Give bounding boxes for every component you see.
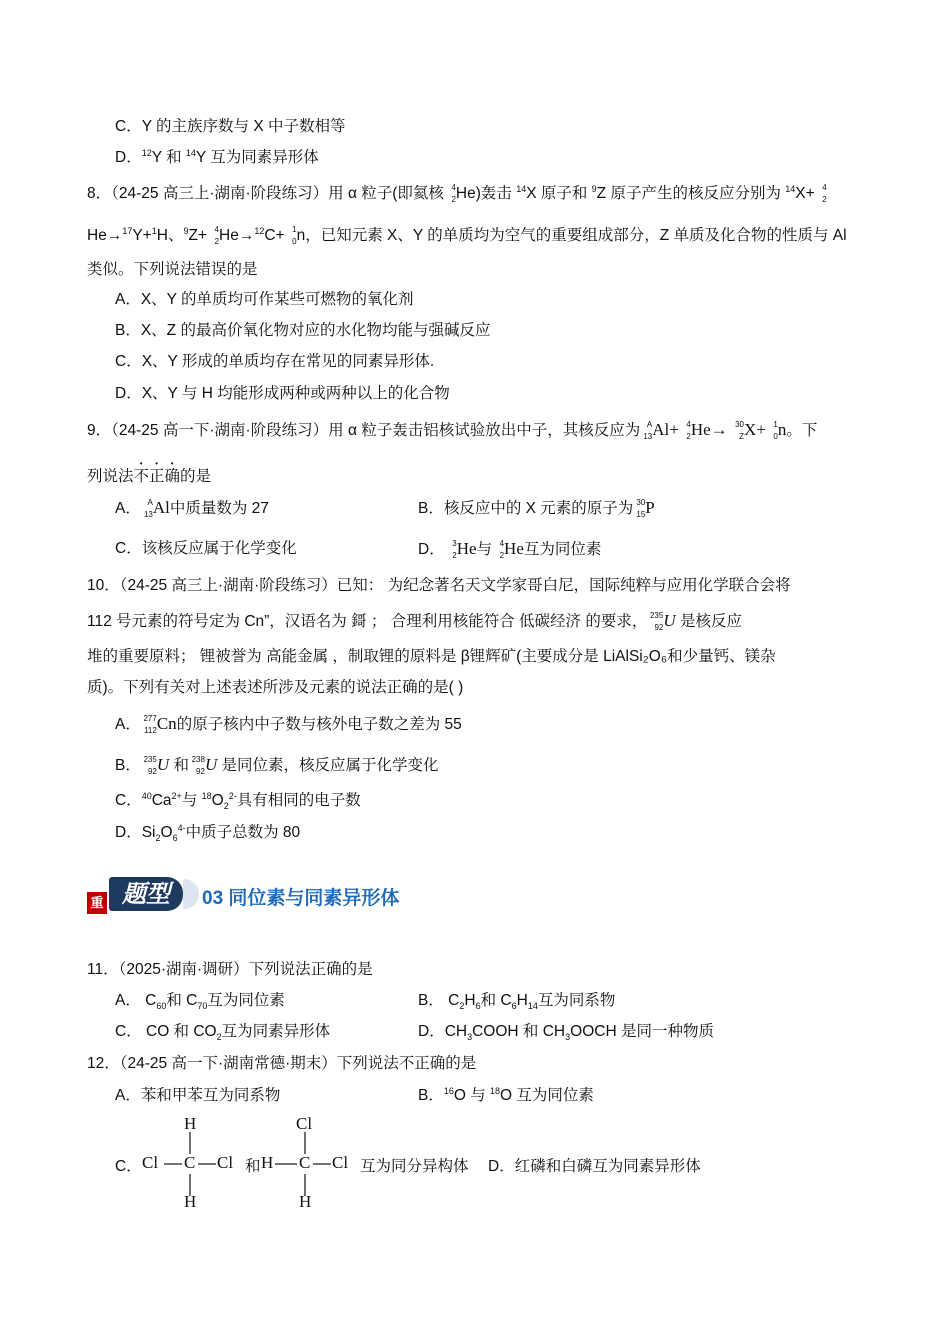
helium-isotope: 4 2 [451, 183, 456, 204]
q9-option-d-text: 与 [476, 541, 493, 558]
phosphorus-isotope: 30 15 [636, 497, 646, 519]
q8-text: He→ [87, 227, 123, 245]
q9-option-a-text: 中质量数为 27 [169, 500, 269, 517]
q12-option-b-text: O 与 [453, 1087, 491, 1104]
ion-charge: 2- [228, 790, 237, 801]
subscript: 2 [223, 801, 229, 812]
q11-option-a-text: 互为同位素 [207, 992, 285, 1009]
q9-option-b [418, 497, 655, 520]
q9-stem-line2 [87, 459, 211, 488]
subscript: 14 [527, 1001, 538, 1012]
structure-2-right-atom: Cl [332, 1153, 349, 1172]
q9-equation-text: He→ [690, 420, 728, 439]
q8-text: He→ [219, 227, 255, 245]
helium-3-isotope: 3 2 [452, 538, 457, 560]
q8-text: n，已知元素 X、Y 的单质均为空气的重要组成部分，Z 单质及化合物的性质与 Al [296, 227, 847, 245]
q8-option-d: D．X、Y 与 H 均能形成两种或两种以上的化合物 [115, 385, 450, 402]
q9-option-a-prefix: A． [115, 500, 141, 517]
q12-option-b-prefix: B． [418, 1087, 444, 1104]
q10-stem-line1: 10．（24-25 高三上·湖南·阶段练习）已知： 为纪念著名天文学家哥白尼，国际纯粹与应用化学联合会将 [87, 577, 791, 594]
q10-option-c-text: 与 [181, 792, 202, 809]
q8-text: X 原子和 [526, 185, 592, 203]
q10-stem-line4: 质)。下列有关对上述表述所涉及元素的说法正确的是( ) [87, 679, 464, 696]
q9-equation-text: X+ [743, 420, 766, 439]
q10-option-a [115, 713, 462, 736]
emphasis-text: 不正确 [133, 468, 181, 485]
q11-option-b-prefix: B． C [418, 992, 460, 1009]
subscript: 2 [216, 1032, 222, 1043]
q11-option-d [418, 1021, 714, 1043]
q10-text: 112 号元素的符号定为 Cn”，汉语名为 鎶 ； 合理利用核能符合 低碳经济 的要求， [87, 613, 648, 630]
q10-option-b [115, 754, 439, 777]
q9-stem-line1 [87, 419, 817, 442]
copernicium-isotope: 277 112 [143, 713, 157, 735]
helium-symbol: He [504, 539, 524, 558]
mass-number: 17 [122, 225, 133, 236]
uranium-235-isotope: 235 92 [143, 754, 157, 776]
q9-text: 9．（24-25 高一下·湖南·阶段练习）用 α 粒子轰击铝核试验放出中子，其核反应为 [87, 422, 641, 439]
section-banner [87, 873, 407, 917]
q10-option-d [115, 822, 300, 844]
mass-number: 12 [254, 225, 265, 236]
mass-number: 18 [490, 1085, 501, 1096]
q9-equation-text: Al+ [652, 420, 679, 439]
q7-option-d-text: Y 互为同素异形体 [195, 149, 319, 166]
q10-text: 是核反应 [679, 613, 742, 630]
q8-text: Z+ [188, 227, 207, 245]
q8-text: Z 原子产生的核反应分别为 [596, 185, 786, 203]
mass-number: 14 [516, 183, 527, 194]
q12-option-b-text: O 互为同位素 [500, 1087, 594, 1104]
q12-option-d: D．红磷和白磷互为同素异形体 [488, 1158, 701, 1175]
uranium-isotope: 235 92 [649, 610, 664, 632]
uranium-symbol: U [156, 755, 170, 774]
oxygen-symbol: O [211, 792, 224, 809]
q11-option-c-text: C． CO 和 CO [115, 1023, 217, 1040]
q8-text: Y+ [132, 227, 152, 245]
mass-number: 18 [201, 790, 212, 801]
q12-option-b [418, 1085, 594, 1107]
mass-number: 40 [141, 790, 152, 801]
q8-text: X+ [795, 185, 815, 203]
uranium-symbol: U [204, 755, 218, 774]
q10-option-a-text: 的原子核内中子数与核外电子数之差为 55 [176, 716, 462, 733]
q12-option-c-and: 和 [245, 1158, 261, 1175]
q10-stem-line3: 堆的重要原料； 锂被誉为 高能金属 ，制取锂的原料是 β锂辉矿(主要成分是 LiAlSi₂O₆和少量钙、镁杂 [87, 648, 776, 665]
q7-option-d [115, 147, 319, 169]
structure-2-left-atom: H [261, 1153, 274, 1172]
neutron-symbol: 1 0 [773, 419, 778, 441]
helium-isotope: 4 2 [214, 225, 219, 246]
x-isotope: 30 Z [735, 419, 744, 441]
q7-option-d-prefix: D． [115, 149, 142, 166]
q8-text: He)轰击 [455, 185, 517, 203]
q9-text: 列说法 [87, 468, 134, 485]
q11-option-b-text: 互为同系物 [537, 992, 616, 1009]
q9-equation-text: n [777, 420, 787, 439]
q9-text: 。下 [786, 422, 818, 439]
q11-option-b-text: 和 C [480, 992, 512, 1009]
q8-text: H、 [156, 227, 184, 245]
q9-option-d-prefix: D． [418, 541, 445, 558]
subscript: 70 [197, 1001, 208, 1012]
q8-stem-line2 [87, 225, 847, 247]
q11-option-c [115, 1021, 330, 1043]
subscript: 2 [155, 833, 161, 844]
helium-isotope: 4 2 [686, 419, 691, 441]
section-title: 03 同位素与同素异形体 [202, 888, 400, 909]
mass-number: 12 [141, 147, 152, 158]
subscript: 6 [511, 1001, 517, 1012]
neutron-symbol: 1 0 [292, 225, 297, 246]
mass-number: 14 [185, 147, 196, 158]
q7-option-d-text: Y 和 [151, 149, 186, 166]
ion-charge: 4- [177, 822, 186, 833]
structure-1-bottom-atom: H [184, 1192, 197, 1211]
subscript: 60 [156, 1001, 167, 1012]
uranium-238-isotope: 238 92 [191, 754, 205, 776]
q10-option-c-prefix: C． [115, 792, 142, 809]
structure-2-bottom-atom: H [299, 1192, 312, 1211]
q11-option-a [115, 990, 285, 1012]
hydrogen-symbol: H [464, 992, 476, 1009]
q8-option-c: C．X、Y 形成的单质均存在常见的同素异形体. [115, 353, 435, 370]
q8-option-b: B．X、Z 的最高价氧化物对应的水化物均能与强碱反应 [115, 322, 491, 339]
helium-isotope: 4 2 [822, 183, 827, 204]
phosphorus-symbol: P [645, 498, 655, 517]
q9-option-d [418, 538, 601, 561]
q11-option-d-text: OOCH 是同一种物质 [570, 1023, 714, 1040]
mass-number: 16 [443, 1085, 454, 1096]
q12-stem: 12．（24-25 高一下·湖南常德·期末）下列说法不正确的是 [87, 1055, 477, 1072]
copernicium-symbol: Cn [156, 714, 177, 733]
structure-1-right-atom: Cl [217, 1153, 234, 1172]
q10-option-c [115, 790, 361, 812]
helium-symbol: He [456, 539, 477, 558]
subscript: 3 [467, 1032, 473, 1043]
q9-option-d-text: 互为同位素 [523, 541, 602, 558]
q8-stem-line3: 类似。下列说法错误的是 [87, 261, 258, 278]
q11-option-d-text: D．CH [418, 1023, 468, 1040]
structure-1-center-atom: C [184, 1153, 196, 1172]
structure-2-center-atom: C [299, 1153, 311, 1172]
q11-option-a-text: 和 C [166, 992, 198, 1009]
q10-option-d-text: 中质子总数为 80 [185, 824, 301, 841]
q11-stem: 11．（2025·湖南·调研）下列说法正确的是 [87, 961, 373, 978]
q12-option-c-prefix: C． [115, 1158, 142, 1175]
q12-option-a: A．苯和甲苯互为同系物 [115, 1087, 281, 1104]
q11-option-b [418, 990, 615, 1012]
structure-2-top-atom: Cl [296, 1114, 313, 1133]
subscript: 3 [565, 1032, 571, 1043]
q11-option-c-text: 互为同素异形体 [221, 1023, 331, 1040]
subscript: 6 [475, 1001, 481, 1012]
q9-option-c: C．该核反应属于化学变化 [115, 540, 297, 557]
structure-1-left-atom: Cl [142, 1153, 159, 1172]
q8-text: C+ [264, 227, 285, 245]
q10-option-b-text: 和 [173, 757, 189, 774]
q10-option-d-prefix: D．Si [115, 824, 156, 841]
subscript: 6 [172, 833, 178, 844]
q8-option-a: A．X、Y 的单质均可作某些可燃物的氧化剂 [115, 291, 414, 308]
aluminum-isotope: A 13 [643, 419, 653, 441]
q11-option-a-prefix: A． C [115, 992, 157, 1009]
mass-number: 14 [785, 183, 796, 194]
q7-option-c: C．Y 的主族序数与 X 中子数相等 [115, 118, 346, 135]
q12-option-c-text: 互为同分异构体 [360, 1158, 469, 1175]
q8-stem-line1 [87, 183, 827, 205]
q10-option-a-prefix: A． [115, 716, 141, 733]
q11-option-d-text: COOH 和 CH [472, 1023, 566, 1040]
calcium-symbol: Ca [151, 792, 172, 809]
hydrogen-symbol: H [516, 992, 528, 1009]
q9-text: 的是 [180, 468, 212, 485]
q8-text: 8．（24-25 高三上·湖南·阶段练习）用 α 粒子(即氦核 [87, 185, 444, 203]
structure-1-top-atom: H [184, 1114, 197, 1133]
mass-number: 1 [151, 225, 157, 236]
key-badge: 重 [87, 892, 107, 914]
helium-4-isotope: 4 2 [499, 538, 505, 560]
mass-number: 9 [183, 225, 189, 236]
q9-option-b-text: B．核反应中的 X 元素的原子为 [418, 500, 634, 517]
aluminum-symbol: Al [152, 498, 170, 517]
q10-option-c-text: 具有相同的电子数 [236, 792, 361, 809]
aluminum-isotope: A 13 [143, 497, 153, 519]
subscript: 2 [459, 1001, 465, 1012]
banner-cap-decoration [183, 879, 199, 909]
mass-number: 9 [591, 183, 597, 194]
uranium-symbol: U [663, 611, 676, 630]
question-type-tag: 题型 [109, 877, 183, 911]
ion-charge: 2+ [171, 790, 182, 801]
q9-option-a [115, 497, 269, 520]
q10-stem-line2 [87, 610, 742, 633]
oxygen-symbol: O [160, 824, 173, 841]
q10-option-b-text: 是同位素，核反应属于化学变化 [221, 757, 439, 774]
q10-option-b-prefix: B． [115, 757, 141, 774]
